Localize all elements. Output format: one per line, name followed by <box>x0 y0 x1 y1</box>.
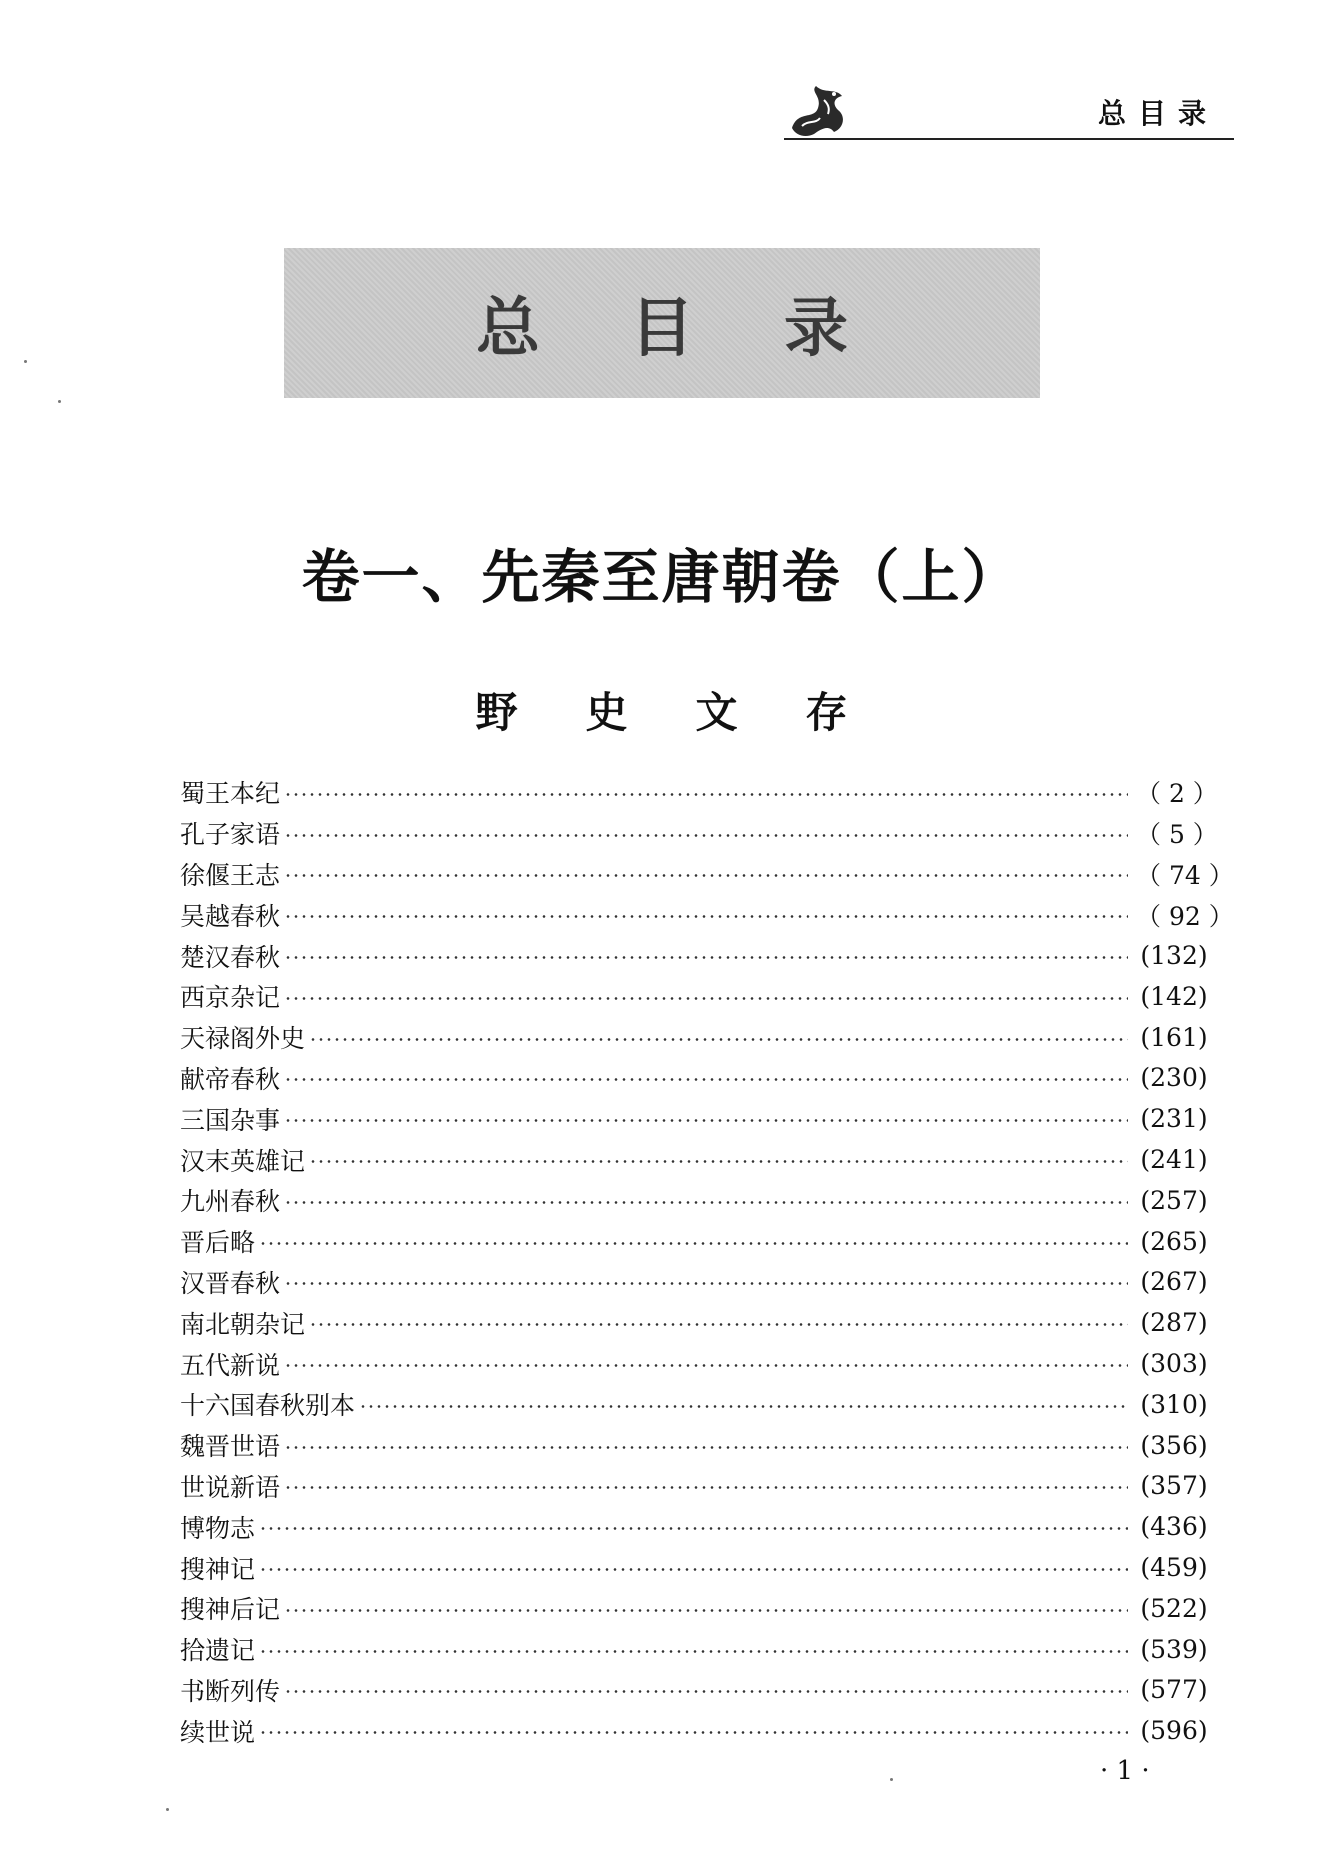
toc-entry-page: (357) <box>1140 1471 1208 1501</box>
toc-entry <box>180 1588 1212 1629</box>
dot-leader <box>284 1690 1128 1693</box>
toc-entry <box>180 1466 1212 1507</box>
dragon-emblem-icon <box>784 80 856 140</box>
toc-entry <box>180 1139 1212 1180</box>
dot-leader <box>284 1486 1128 1489</box>
toc-entry <box>180 935 1212 976</box>
toc-entry-title: 吴越春秋 <box>180 901 281 931</box>
toc-entry-title: 书断列传 <box>180 1676 281 1706</box>
toc-entry <box>180 1058 1212 1099</box>
toc-entry-title: 十六国春秋别本 <box>180 1391 356 1421</box>
dot-leader <box>284 997 1128 1000</box>
toc-entry-title: 九州春秋 <box>180 1187 281 1217</box>
toc-entry <box>180 1506 1212 1547</box>
dot-leader <box>284 956 1128 959</box>
dot-leader <box>284 1609 1128 1612</box>
toc-entry-page: （ 2 ） <box>1136 779 1218 809</box>
toc-entry-page: (257) <box>1140 1185 1208 1215</box>
dot-leader <box>284 1364 1128 1367</box>
dot-leader <box>284 1201 1128 1204</box>
toc-entry-page: (596) <box>1140 1716 1208 1746</box>
table-of-contents <box>180 772 1234 1751</box>
toc-entry-page: (577) <box>1140 1675 1208 1705</box>
toc-entry <box>180 1302 1212 1343</box>
toc-entry-page: (265) <box>1140 1226 1208 1256</box>
toc-entry-page: （ 74 ） <box>1136 860 1234 890</box>
toc-entry-title: 魏晋世语 <box>180 1432 281 1462</box>
toc-entry-title: 晋后略 <box>180 1228 256 1258</box>
toc-entry <box>180 1710 1212 1751</box>
scan-speck <box>890 1778 893 1781</box>
toc-entry-title: 三国杂事 <box>180 1105 281 1135</box>
scan-speck <box>24 360 27 363</box>
running-header <box>784 80 1234 140</box>
toc-entry-page: (539) <box>1140 1634 1208 1664</box>
toc-entry-page: (356) <box>1140 1430 1208 1460</box>
dot-leader <box>284 1446 1128 1449</box>
dot-leader <box>284 1282 1128 1285</box>
dot-leader <box>284 1119 1128 1122</box>
dot-leader <box>359 1405 1128 1408</box>
toc-entry <box>180 854 1234 895</box>
toc-entry-page: (132) <box>1140 941 1208 971</box>
dot-leader <box>309 1160 1128 1163</box>
dot-leader <box>284 1078 1128 1081</box>
toc-entry-page: (303) <box>1140 1349 1208 1379</box>
toc-entry <box>180 1547 1212 1588</box>
toc-entry <box>180 1180 1212 1221</box>
dot-leader <box>309 1323 1128 1326</box>
page-number: · 1 · <box>1100 1756 1150 1786</box>
dot-leader <box>259 1242 1128 1245</box>
toc-entry-page: (231) <box>1140 1104 1208 1134</box>
banner-title: 总目录 <box>476 291 938 366</box>
dot-leader <box>259 1731 1128 1734</box>
running-title: 总目录 <box>1097 97 1218 130</box>
toc-entry-page: (142) <box>1140 981 1208 1011</box>
toc-entry-title: 拾遗记 <box>180 1636 256 1666</box>
toc-entry <box>180 1262 1212 1303</box>
volume-title: 卷一、先秦至唐朝卷（上） <box>301 543 1022 611</box>
toc-entry-page: (230) <box>1140 1063 1208 1093</box>
toc-entry-title: 汉末英雄记 <box>180 1146 306 1176</box>
toc-entry-page: (310) <box>1140 1389 1208 1419</box>
dot-leader <box>284 834 1128 837</box>
toc-entry-title: 南北朝杂记 <box>180 1309 306 1339</box>
toc-entry <box>180 1425 1212 1466</box>
toc-entry <box>180 1670 1212 1711</box>
dot-leader <box>284 874 1128 877</box>
toc-entry-page: (161) <box>1140 1022 1208 1052</box>
toc-entry-title: 蜀王本纪 <box>180 779 281 809</box>
scan-speck <box>58 400 61 403</box>
toc-entry <box>180 976 1212 1017</box>
toc-entry-title: 世说新语 <box>180 1472 281 1502</box>
toc-entry <box>180 1343 1212 1384</box>
toc-entry-title: 献帝春秋 <box>180 1064 281 1094</box>
dot-leader <box>284 915 1128 918</box>
title-banner <box>284 248 1040 398</box>
toc-entry <box>180 1384 1212 1425</box>
toc-entry-title: 西京杂记 <box>180 983 281 1013</box>
toc-entry-title: 徐偃王志 <box>180 860 281 890</box>
dot-leader <box>259 1568 1128 1571</box>
toc-entry-title: 楚汉春秋 <box>180 942 281 972</box>
toc-entry-page: (522) <box>1140 1593 1208 1623</box>
toc-entry-page: (267) <box>1140 1267 1208 1297</box>
toc-entry-title: 汉晋春秋 <box>180 1268 281 1298</box>
scan-speck <box>166 1808 169 1811</box>
toc-entry-title: 五代新说 <box>180 1350 281 1380</box>
toc-entry <box>180 1221 1212 1262</box>
toc-entry-page: （ 92 ） <box>1136 901 1234 931</box>
toc-entry-page: (436) <box>1140 1512 1208 1542</box>
toc-entry <box>180 772 1218 813</box>
toc-entry <box>180 813 1218 854</box>
toc-entry-page: (459) <box>1140 1553 1208 1583</box>
section-title: 野史文存 <box>475 688 916 737</box>
toc-entry-page: (241) <box>1140 1145 1208 1175</box>
toc-entry <box>180 1017 1212 1058</box>
toc-entry <box>180 1098 1212 1139</box>
toc-entry <box>180 894 1234 935</box>
toc-entry-title: 搜神记 <box>180 1554 256 1584</box>
toc-entry-page: （ 5 ） <box>1136 820 1218 850</box>
toc-entry-title: 博物志 <box>180 1513 256 1543</box>
toc-entry-title: 天禄阁外史 <box>180 1024 306 1054</box>
toc-entry-page: (287) <box>1140 1308 1208 1338</box>
toc-entry-title: 搜神后记 <box>180 1595 281 1625</box>
toc-entry-title: 续世说 <box>180 1717 256 1747</box>
toc-entry-title: 孔子家语 <box>180 820 281 850</box>
dot-leader <box>259 1527 1128 1530</box>
dot-leader <box>309 1038 1128 1041</box>
dot-leader <box>259 1650 1128 1653</box>
toc-entry <box>180 1629 1212 1670</box>
header-rule <box>784 138 1234 140</box>
dot-leader <box>284 793 1128 796</box>
